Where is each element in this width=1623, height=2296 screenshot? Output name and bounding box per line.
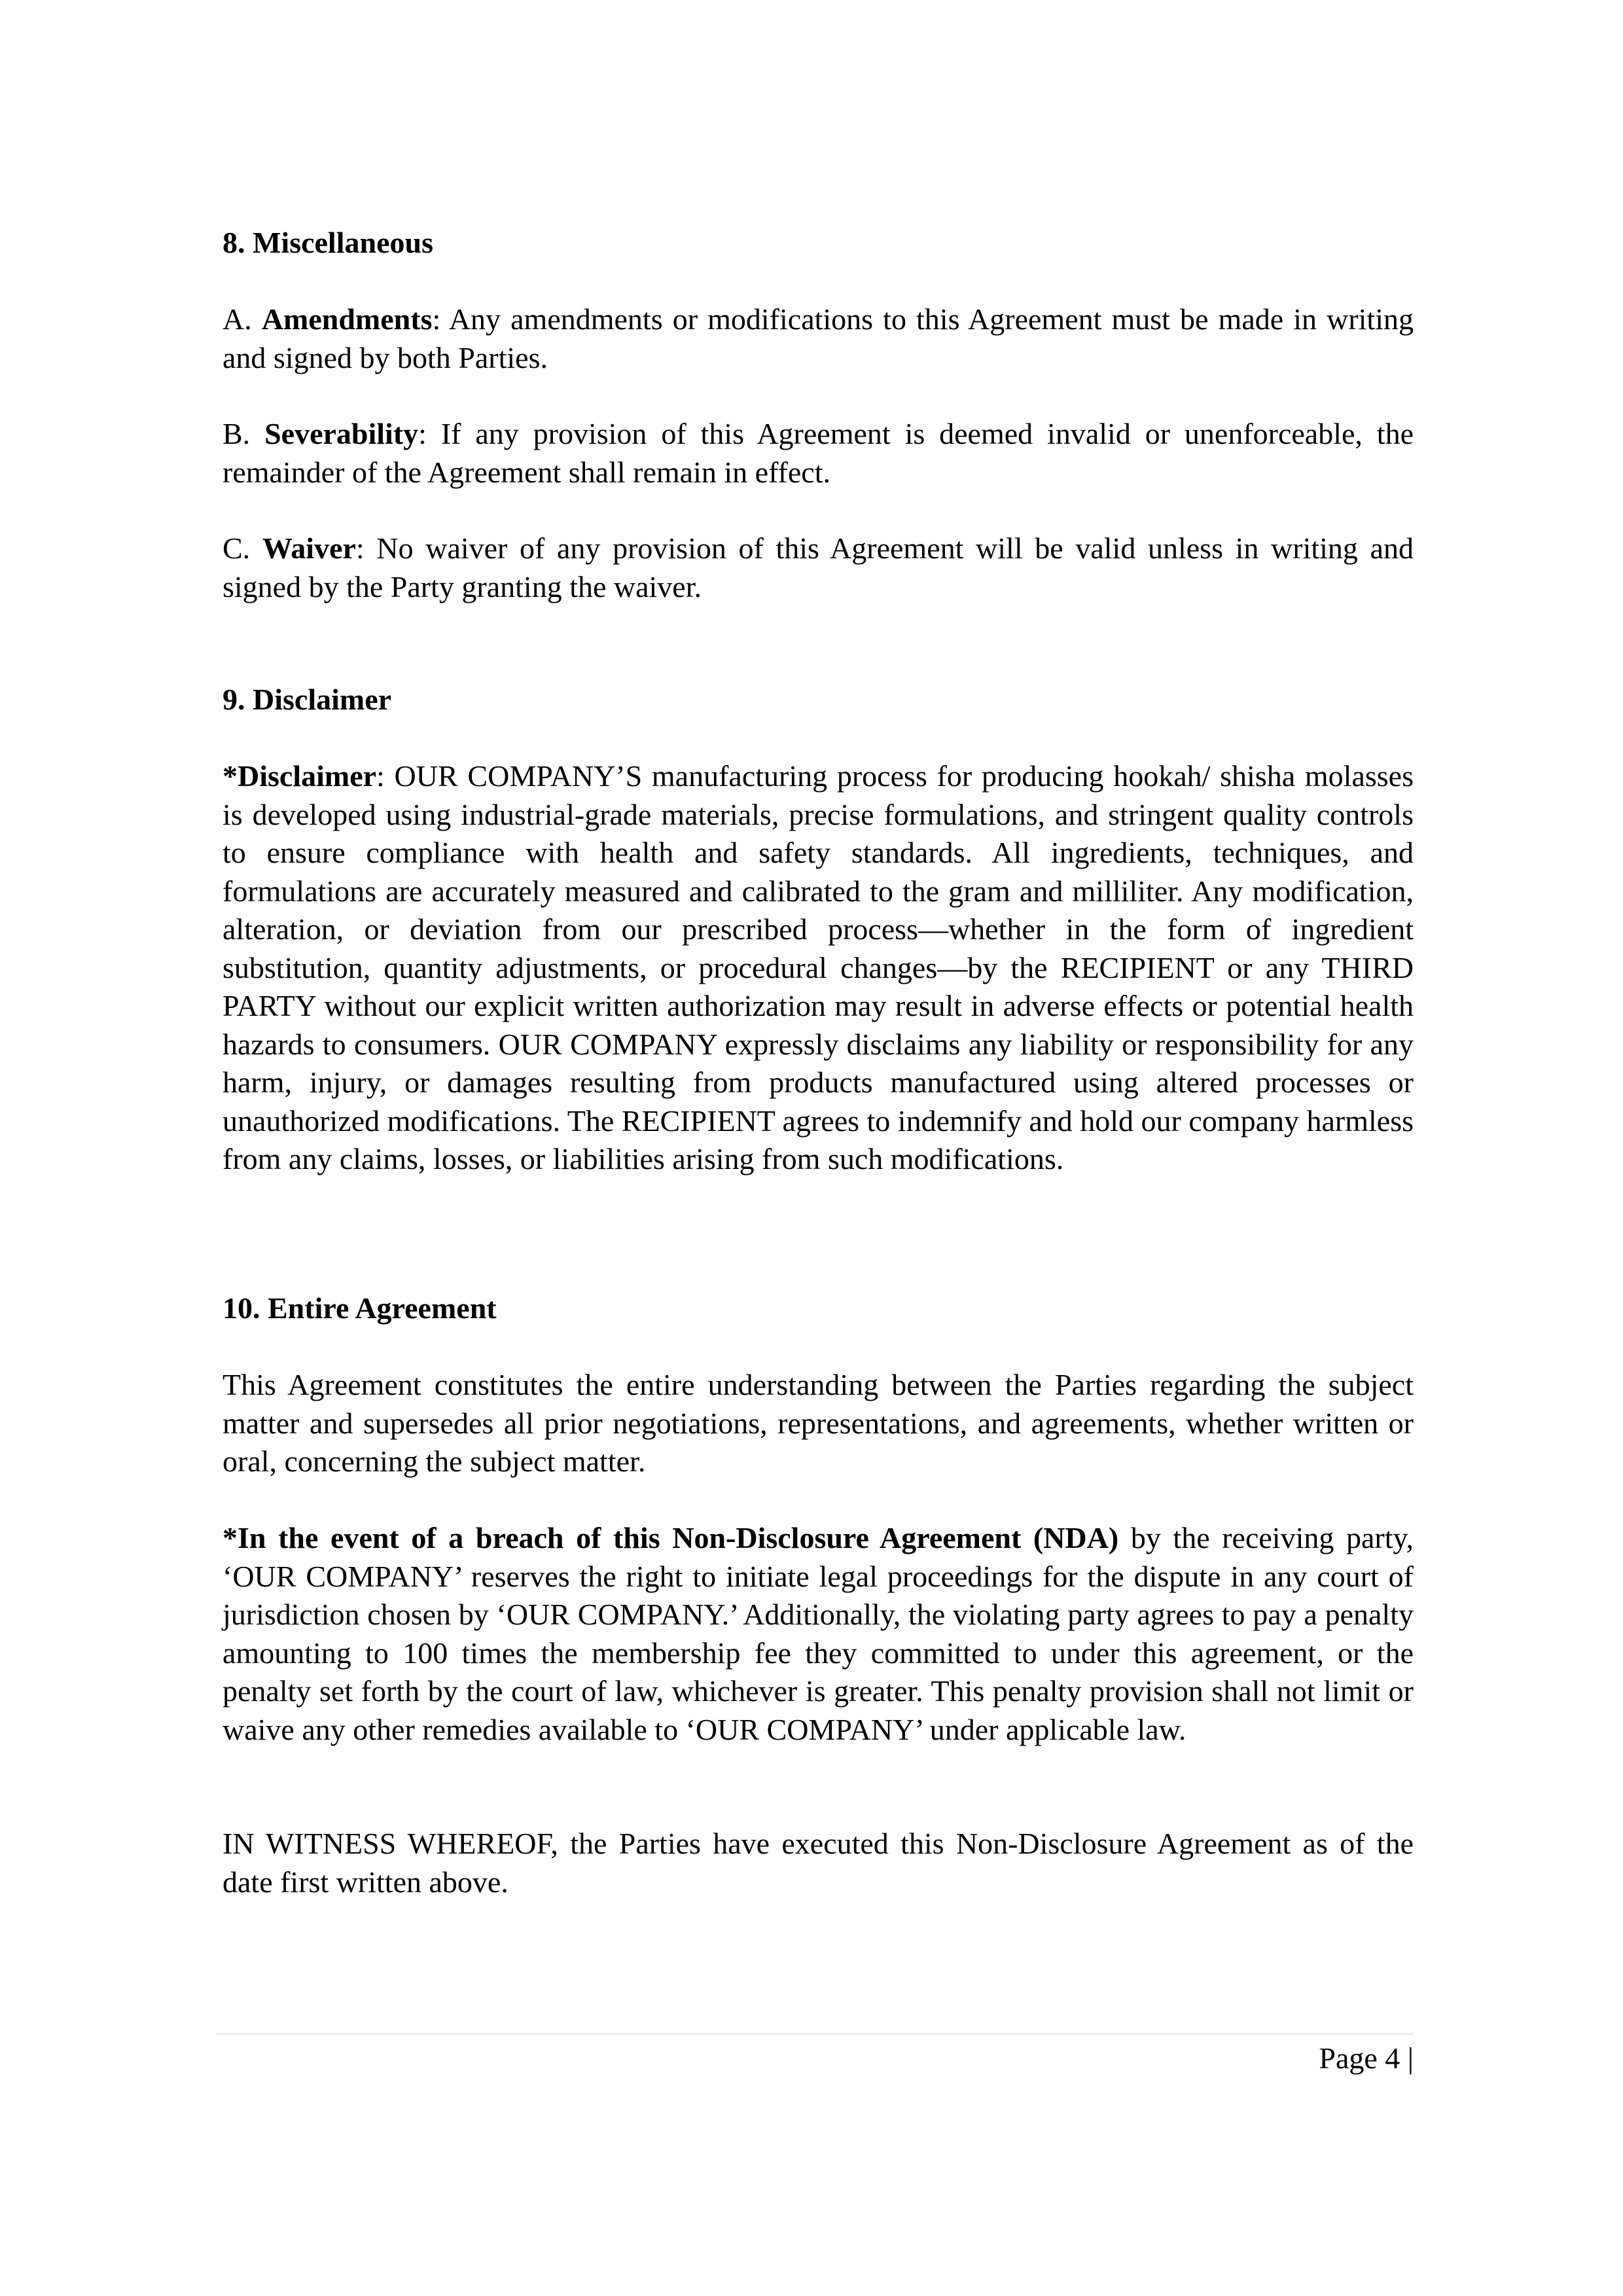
breach-text: by the receiving party, ‘OUR COMPANY’ reserves the right to initiate legal proceedings for the dispute in any court of jurisdiction chosen by ‘OUR COMPANY.’ Additionally, the violating party agrees to pay a penalty amounting to 100 times the membership fee they committed to under this agreement, or the penalty set forth by the court of law, whichever is greater. This penalty provision shall not limit or waive any other remedies available to ‘OUR COMPANY’ under applicable law. [223, 1521, 1414, 1746]
clause-term: Amendments [261, 302, 433, 336]
clause-severability [223, 415, 1414, 492]
disclaimer-term: *Disclaimer [223, 759, 377, 793]
section-heading-disclaimer: 9. Disclaimer [223, 683, 392, 716]
clause-term: Waiver [262, 531, 356, 565]
clause-text: : If any provision of this Agreement is deemed invalid or unenforceable, the remainder of the Agreement shall remain in effect. [223, 417, 1414, 489]
entire-agreement-paragraph: This Agreement constitutes the entire understanding between the Parties regarding the subject matter and supersedes all prior negotiations, representations, and agreements, whether written or oral, concerning the subject matter. [223, 1368, 1414, 1478]
document-page [223, 0, 1414, 2296]
disclaimer-paragraph [223, 757, 1414, 1179]
footer-divider [216, 2034, 1414, 2035]
clause-prefix: A. [223, 302, 262, 336]
page-number: Page 4 | [1319, 2041, 1414, 2075]
witness-paragraph: IN WITNESS WHEREOF, the Parties have executed this Non-Disclosure Agreement as of the date first written above. [223, 1827, 1414, 1899]
breach-paragraph [223, 1519, 1414, 1749]
clause-prefix: C. [223, 531, 262, 565]
disclaimer-text: : OUR COMPANY’S manufacturing process for producing hookah/ shisha molasses is developed using industrial-grade materials, precise formulations, and stringent quality controls to ensure compliance with health and safety standards. All ingredients, techniques, and formulations are accurately measured and calibrated to the gram and milliliter. Any modification, alteration, or deviation from our prescribed process—whether in the form of ingredient substitution, quantity adjustments, or procedural changes—by the RECIPIENT or any THIRD PARTY without our explicit written authorization may result in adverse effects or potential health hazards to consumers. OUR COMPANY expressly disclaims any liability or responsibility for any harm, injury, or damages resulting from products manufactured using altered processes or unauthorized modifications. The RECIPIENT agrees to indemnify and hold our company harmless from any claims, losses, or liabilities arising from such modifications. [223, 759, 1414, 1175]
section-heading-entire-agreement: 10. Entire Agreement [223, 1291, 497, 1325]
section-heading-miscellaneous: 8. Miscellaneous [223, 226, 433, 259]
breach-term: *In the event of a breach of this Non-Disclosure Agreement (NDA) [223, 1521, 1119, 1554]
clause-amendments [223, 300, 1414, 377]
clause-text: : Any amendments or modifications to this Agreement must be made in writing and signed by both Parties. [223, 302, 1414, 374]
clause-waiver [223, 529, 1414, 606]
clause-term: Severability [264, 417, 419, 450]
clause-text: : No waiver of any provision of this Agreement will be valid unless in writing and signed by the Party granting the waiver. [223, 531, 1414, 603]
clause-prefix: B. [223, 417, 265, 450]
